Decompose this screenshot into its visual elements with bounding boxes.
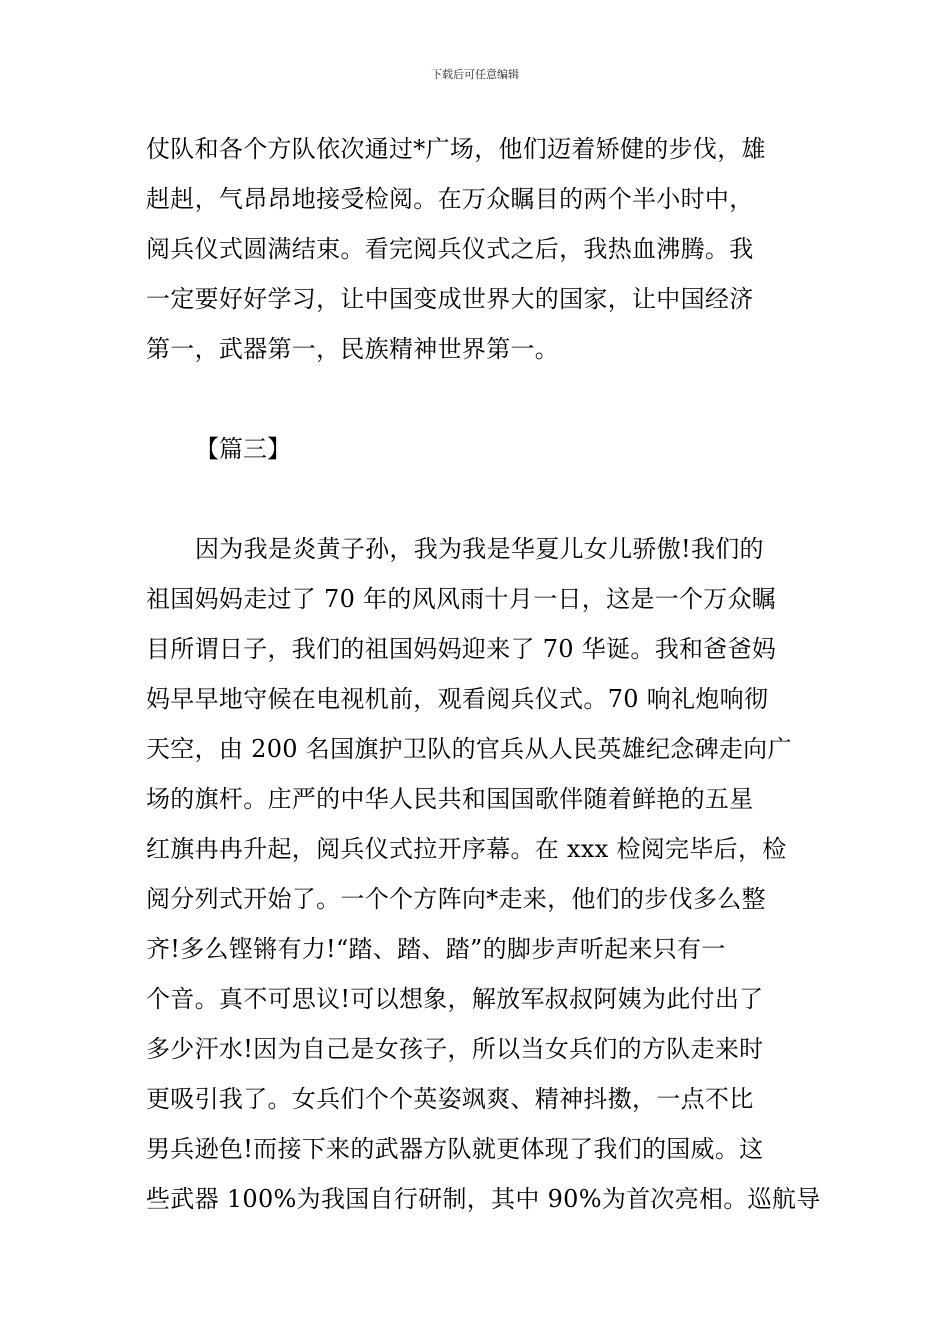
- paragraph-line: 妈早早地守候在电视机前，观看阅兵仪式。70 响礼炮响彻: [146, 685, 769, 713]
- paragraph-line: 齐!多么铿锵有力!“踏、踏、踏”的脚步声听起来只有一: [146, 935, 726, 963]
- paragraph-line: 红旗冉冉升起，阅兵仪式拉开序幕。在 xxx 检阅完毕后，检: [146, 835, 787, 863]
- paragraph-line: 祖国妈妈走过了 70 年的风风雨十月一日，这是一个万众瞩: [146, 585, 777, 613]
- paragraph-line: 天空，由 200 名国旗护卫队的官兵从人民英雄纪念碑走向广: [146, 735, 792, 763]
- paragraph-line: 第一，武器第一，民族精神世界第一。: [146, 335, 560, 363]
- paragraph-line: 场的旗杆。庄严的中华人民共和国国歌伴随着鲜艳的五星: [146, 785, 754, 813]
- paragraph-line: 赳赳，气昂昂地接受检阅。在万众瞩目的两个半小时中，: [146, 185, 754, 213]
- page-header-note: 下载后可任意编辑: [431, 68, 519, 81]
- paragraph-line: 些武器 100%为我国自行研制，其中 90%为首次亮相。巡航导: [146, 1185, 821, 1213]
- paragraph-line: 更吸引我了。女兵们个个英姿飒爽、精神抖擞，一点不比: [146, 1085, 754, 1113]
- paragraph-line: 阅分列式开始了。一个个方阵向*走来，他们的步伐多么整: [146, 885, 766, 913]
- paragraph-line: 多少汗水!因为自己是女孩子，所以当女兵们的方队走来时: [146, 1035, 764, 1063]
- paragraph-line: 个音。真不可思议!可以想象，解放军叔叔阿姨为此付出了: [146, 985, 764, 1013]
- paragraph-line: 目所谓日子，我们的祖国妈妈迎来了 70 华诞。我和爸爸妈: [146, 635, 777, 663]
- paragraph-line: 阅兵仪式圆满结束。看完阅兵仪式之后，我热血沸腾。我: [146, 235, 754, 263]
- section-heading: 【篇三】: [195, 435, 291, 463]
- paragraph-line: 因为我是炎黄子孙，我为我是华夏儿女儿骄傲!我们的: [195, 535, 764, 563]
- paragraph-line: 仗队和各个方队依次通过*广场，他们迈着矫健的步伐，雄: [146, 135, 766, 163]
- paragraph-line: 一定要好好学习，让中国变成世界大的国家，让中国经济: [146, 285, 754, 313]
- paragraph-line: 男兵逊色!而接下来的武器方队就更体现了我们的国威。这: [146, 1135, 764, 1163]
